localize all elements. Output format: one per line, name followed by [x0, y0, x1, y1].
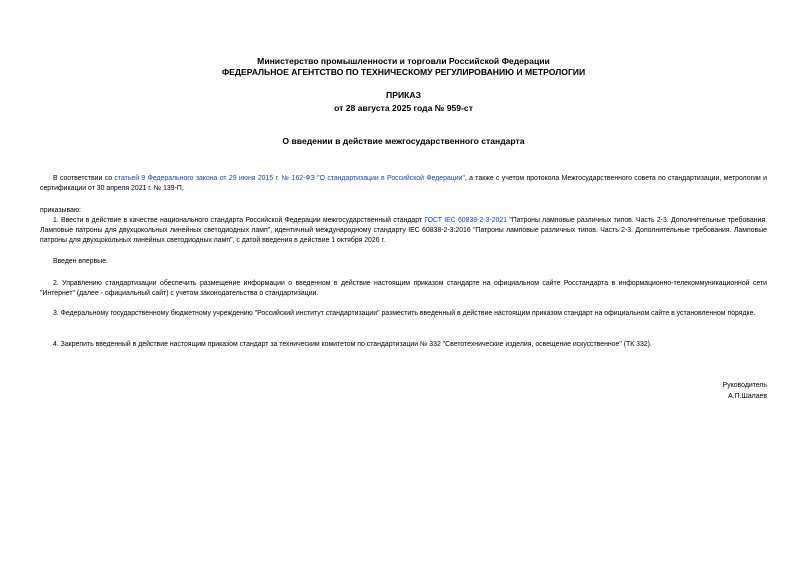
item-4-paragraph: 4. Закрепить введенный в действие настоящим приказом стандарт за техническим комитетом по стандартизации № 332 "Светотехнические изделия, освещение искусственное" (ТК 332).: [53, 341, 652, 348]
signature-name: А.П.Шалаев: [728, 393, 767, 400]
item-1-suffix: "Патроны ламповые различных типов. Часть 2-3. Дополнительные требования. Ламповые патроны для двухцокольных линейных светодиодных ламп", идентичный международному стандарту IEC 60838-2-3:2016 "Патроны ламповые различных типов. Часть 2-3. Дополнительные требования. Ламповые патроны для двухцокольных линейных светодиодных ламп", с датой введения в действие 1 октября 2026 г.: [40, 217, 768, 245]
item-3-paragraph: 3. Федеральному государственному бюджетному учреждению "Российский институт стандартизации" разместить введенный в действие настоящим приказом стандарт на официальном сайте в установленном порядке.: [53, 310, 756, 317]
item-1-prefix: 1. Ввести в действие в качестве национального стандарта Российской Федерации межгосударственный стандарт: [53, 217, 425, 224]
item-1-paragraph: [40, 216, 767, 247]
first-time-note: Введен впервые.: [53, 258, 108, 265]
gost-link[interactable]: ГОСТ IEC 60838-2-3-2021: [424, 217, 508, 224]
ministry-name: Министерство промышленности и торговли Российской Федерации: [257, 56, 550, 66]
signature-position: Руководитель: [722, 382, 767, 389]
doc-date-number: от 28 августа 2025 года № 959-ст: [334, 103, 473, 113]
intro-prefix: В соответствии со: [53, 175, 115, 182]
federal-law-link[interactable]: статьей 9 Федерального закона от 29 июня 2015 г. № 162-ФЗ "О стандартизации в Российской Федерации": [114, 175, 465, 182]
doc-title: О введении в действие межгосударственного стандарта: [282, 136, 525, 146]
intro-paragraph: [40, 174, 767, 194]
intro-suffix: , а также с учетом протокола Межгосударственного совета по стандартизации, метрологии и сертификации от 30 апреля 2021 г. № 139-П,: [40, 175, 767, 193]
item-2-paragraph: 2. Управлению стандартизации обеспечить размещение информации о введенном в действие настоящим приказом стандарте на официальном сайте Росстандарта в информационно-телекоммуникационной сети "Интернет" (далее - официальный сайт) с учетом законодательства о стандартизации.: [40, 280, 767, 298]
order-word: приказываю:: [40, 207, 81, 214]
agency-name: ФЕДЕРАЛЬНОЕ АГЕНТСТВО ПО ТЕХНИЧЕСКОМУ РЕГУЛИРОВАНИЮ И МЕТРОЛОГИИ: [221, 67, 586, 77]
doc-type: ПРИКАЗ: [386, 90, 421, 100]
